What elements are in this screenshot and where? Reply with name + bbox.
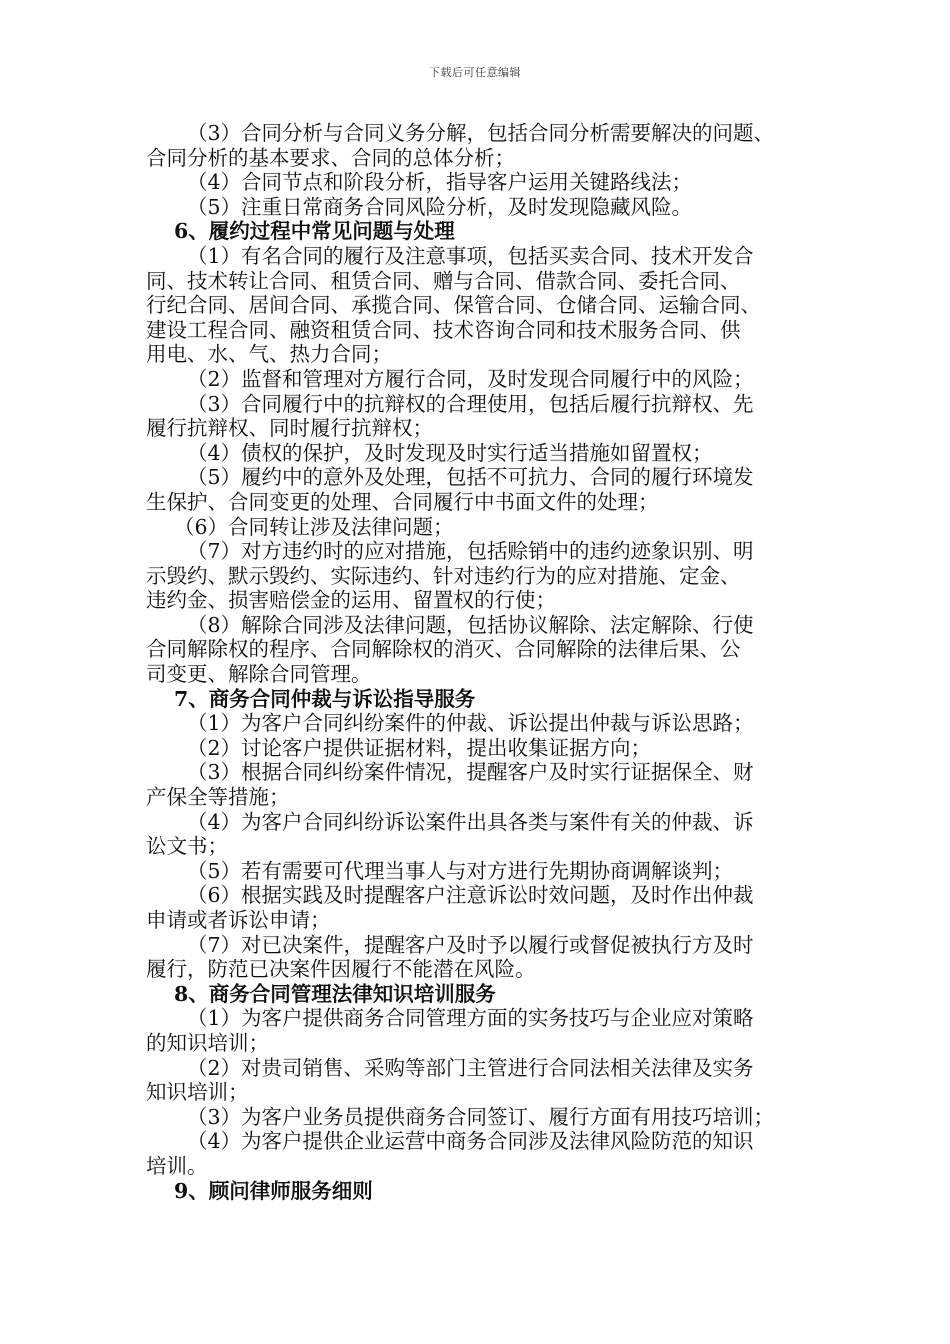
text-line: （4）为客户提供企业运营中商务合同涉及法律风险防范的知识 [187,1129,754,1154]
section-heading: 8、商务合同管理法律知识培训服务 [174,981,496,1006]
text-line: 同、技术转让合同、租赁合同、赠与合同、借款合同、委托合同、 [146,268,741,293]
text-line: （7）对方违约时的应对措施，包括赊销中的违约迹象识别、明 [187,539,754,564]
text-line: 司变更、解除合同管理。 [146,662,372,687]
text-line: （6）根据实践及时提醒客户注意诉讼时效问题，及时作出仲裁 [187,883,754,908]
text-line: （2）讨论客户提供证据材料，提出收集证据方向； [187,735,652,760]
text-line: （7）对已决案件，提醒客户及时予以履行或督促被执行方及时 [187,932,754,957]
text-line: 示毁约、默示毁约、实际违约、针对违约行为的应对措施、定金、 [146,563,741,588]
text-line: 产保全等措施； [146,785,290,810]
text-line: （4）合同节点和阶段分析，指导客户运用关键路线法； [187,170,693,195]
text-line: （2）监督和管理对方履行合同，及时发现合同履行中的风险； [187,366,754,391]
text-line: （1）为客户合同纠纷案件的仲裁、诉讼提出仲裁与诉讼思路； [187,711,754,736]
text-line: （3）合同履行中的抗辩权的合理使用，包括后履行抗辩权、先 [187,391,754,416]
text-line: （5）若有需要可代理当事人与对方进行先期协商调解谈判； [187,858,734,883]
text-line: （8）解除合同涉及法律问题，包括协议解除、法定解除、行使 [187,612,754,637]
text-line: （6）合同转让涉及法律问题； [174,514,454,539]
text-line: （3）合同分析与合同义务分解，包括合同分析需要解决的问题、 [187,121,775,145]
text-line: 行纪合同、居间合同、承揽合同、保管合同、仓储合同、运输合同、 [146,293,761,318]
document-body [146,121,816,1203]
section-heading: 9、顾问律师服务细则 [174,1178,373,1203]
text-line: 合同分析的基本要求、合同的总体分析； [146,145,515,170]
text-line: （1）有名合同的履行及注意事项，包括买卖合同、技术开发合 [187,243,754,268]
text-line: 讼文书； [146,834,228,859]
text-line: （1）为客户提供商务合同管理方面的实务技巧与企业应对策略 [187,1006,754,1031]
text-line: 生保护、合同变更的处理、合同履行中书面文件的处理； [146,489,659,514]
text-line: 的知识培训； [146,1030,269,1055]
text-line: （3）根据合同纠纷案件情况，提醒客户及时实行证据保全、财 [187,760,754,785]
text-line: 履行抗辩权、同时履行抗辩权； [146,416,433,441]
text-line: 知识培训； [146,1080,249,1105]
text-line: （2）对贵司销售、采购等部门主管进行合同法相关法律及实务 [187,1055,754,1080]
text-line: 履行，防范已决案件因履行不能潜在风险。 [146,957,536,982]
page-header-note: 下载后可任意编辑 [429,66,521,79]
text-line: 违约金、损害赔偿金的运用、留置权的行使； [146,588,556,613]
text-line: （3）为客户业务员提供商务合同签订、履行方面有用技巧培训； [187,1104,775,1129]
text-line: （4）债权的保护，及时发现及时实行适当措施如留置权； [187,440,713,465]
text-line: 培训。 [146,1153,208,1178]
text-line: 申请或者诉讼申请； [146,908,331,932]
text-line: 建设工程合同、融资租赁合同、技术咨询合同和技术服务合同、供 [146,317,741,342]
text-line: （5）履约中的意外及处理，包括不可抗力、合同的履行环境发 [187,465,754,490]
section-heading: 6、履约过程中常见问题与处理 [174,219,455,244]
text-line: 用电、水、气、热力合同； [146,342,392,367]
text-line: 合同解除权的程序、合同解除权的消灭、合同解除的法律后果、公 [146,637,741,662]
text-line: （4）为客户合同纠纷诉讼案件出具各类与案件有关的仲裁、诉 [187,809,754,834]
section-heading: 7、商务合同仲裁与诉讼指导服务 [174,686,476,711]
text-line: （5）注重日常商务合同风险分析，及时发现隐藏风险。 [187,194,693,219]
